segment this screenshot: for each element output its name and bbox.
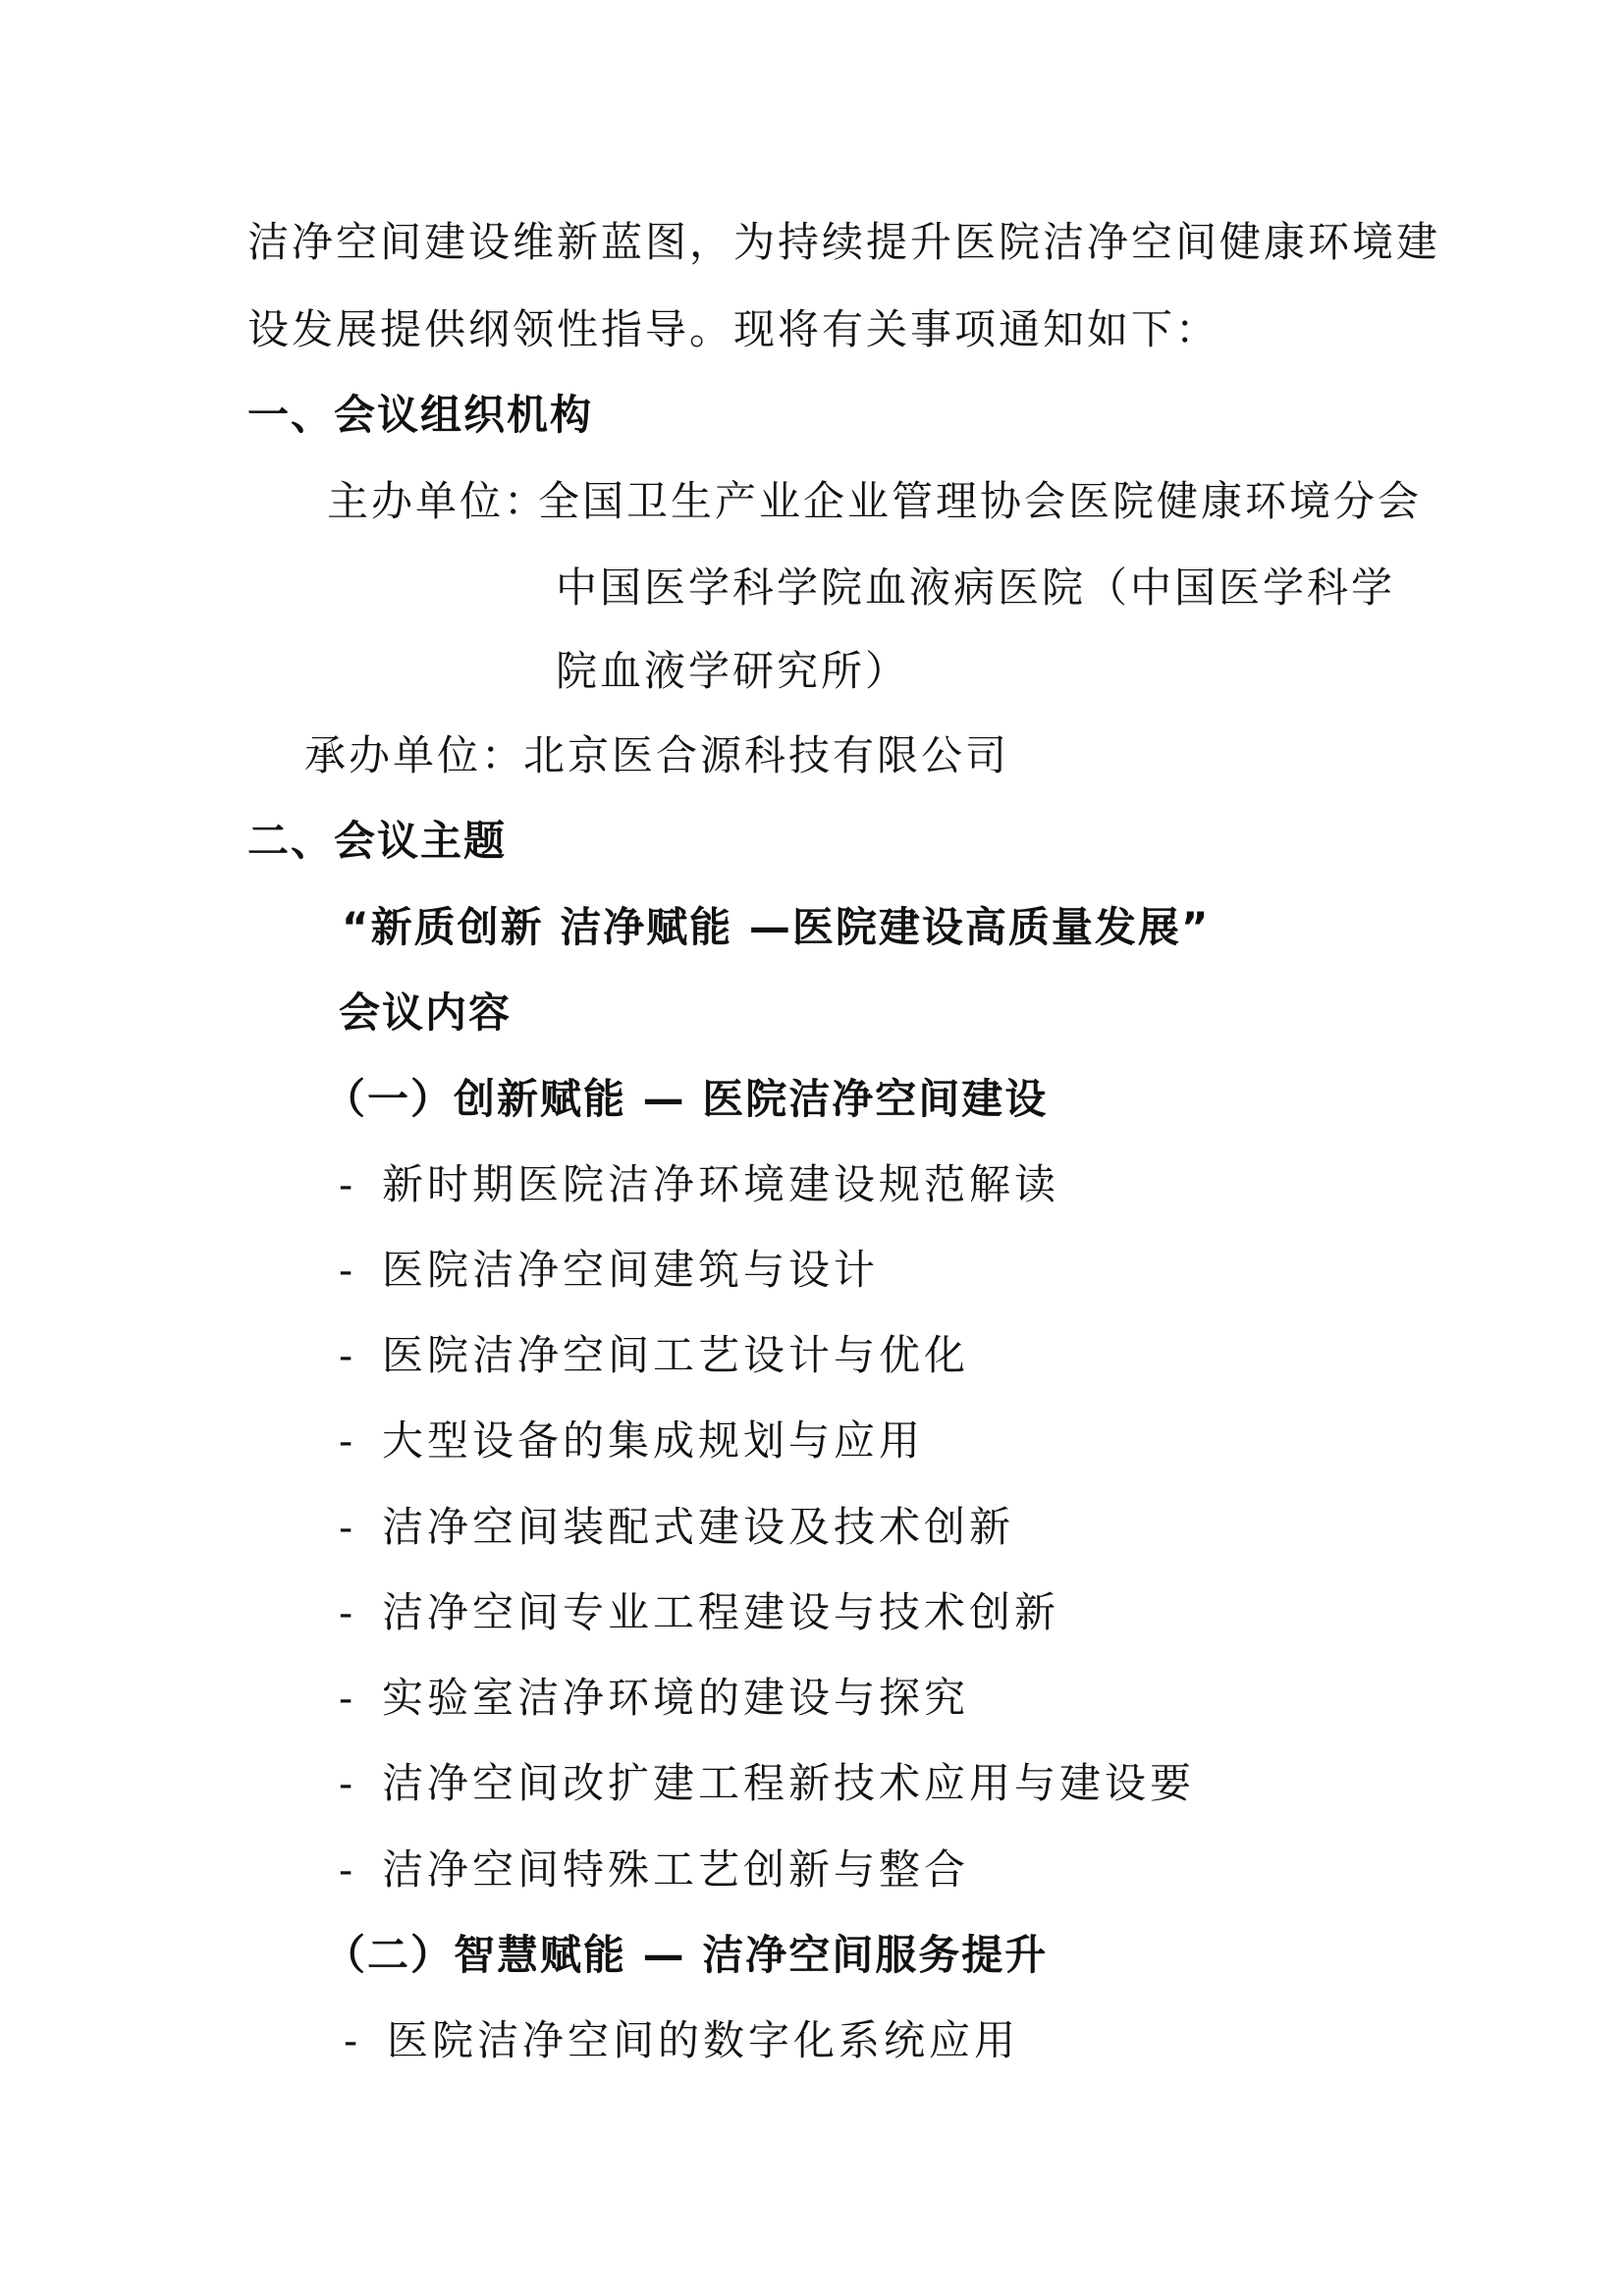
list-item: - 实验室洁净环境的建设与探究 — [339, 1674, 970, 1722]
host-label: 主办单位： — [327, 477, 549, 525]
section-2-heading: 二、会议主题 — [247, 817, 508, 865]
part-1-heading: （一）创新赋能 — 医院洁净空间建设 — [324, 1075, 1049, 1123]
part-2-heading: （二）智慧赋能 — 洁净空间服务提升 — [324, 1931, 1049, 1979]
intro-line-2: 设发展提供纲领性指导。现将有关事项通知如下： — [247, 305, 1220, 353]
list-item: - 医院洁净空间的数字化系统应用 — [344, 2016, 1020, 2064]
host-unit-2-line-2: 院血液学研究所） — [556, 647, 910, 695]
intro-line-1: 洁净空间建设维新蓝图，为持续提升医院洁净空间健康环境建 — [247, 218, 1441, 266]
list-item: - 医院洁净空间建筑与设计 — [339, 1246, 880, 1294]
list-item: - 医院洁净空间工艺设计与优化 — [339, 1331, 970, 1379]
section-1-heading: 一、会议组织机构 — [247, 391, 594, 439]
list-item: - 大型设备的集成规划与应用 — [339, 1416, 925, 1465]
host-unit-2-line-1: 中国医学科学院血液病医院（中国医学科学 — [556, 563, 1396, 612]
organizer-label: 承办单位： — [304, 731, 526, 779]
host-unit-1: 全国卫生产业企业管理协会医院健康环境分会 — [538, 477, 1423, 525]
list-item: - 洁净空间改扩建工程新技术应用与建设要 — [339, 1759, 1196, 1807]
meeting-theme: “新质创新 洁净赋能 —医院建设高质量发展” — [342, 903, 1211, 951]
list-item: - 洁净空间专业工程建设与技术创新 — [339, 1588, 1060, 1636]
organizer-unit: 北京医合源科技有限公司 — [523, 731, 1010, 779]
meeting-content-label: 会议内容 — [339, 988, 513, 1037]
list-item: - 新时期医院洁净环境建设规范解读 — [339, 1160, 1060, 1208]
list-item: - 洁净空间特殊工艺创新与整合 — [339, 1845, 970, 1894]
list-item: - 洁净空间装配式建设及技术创新 — [339, 1503, 1015, 1551]
